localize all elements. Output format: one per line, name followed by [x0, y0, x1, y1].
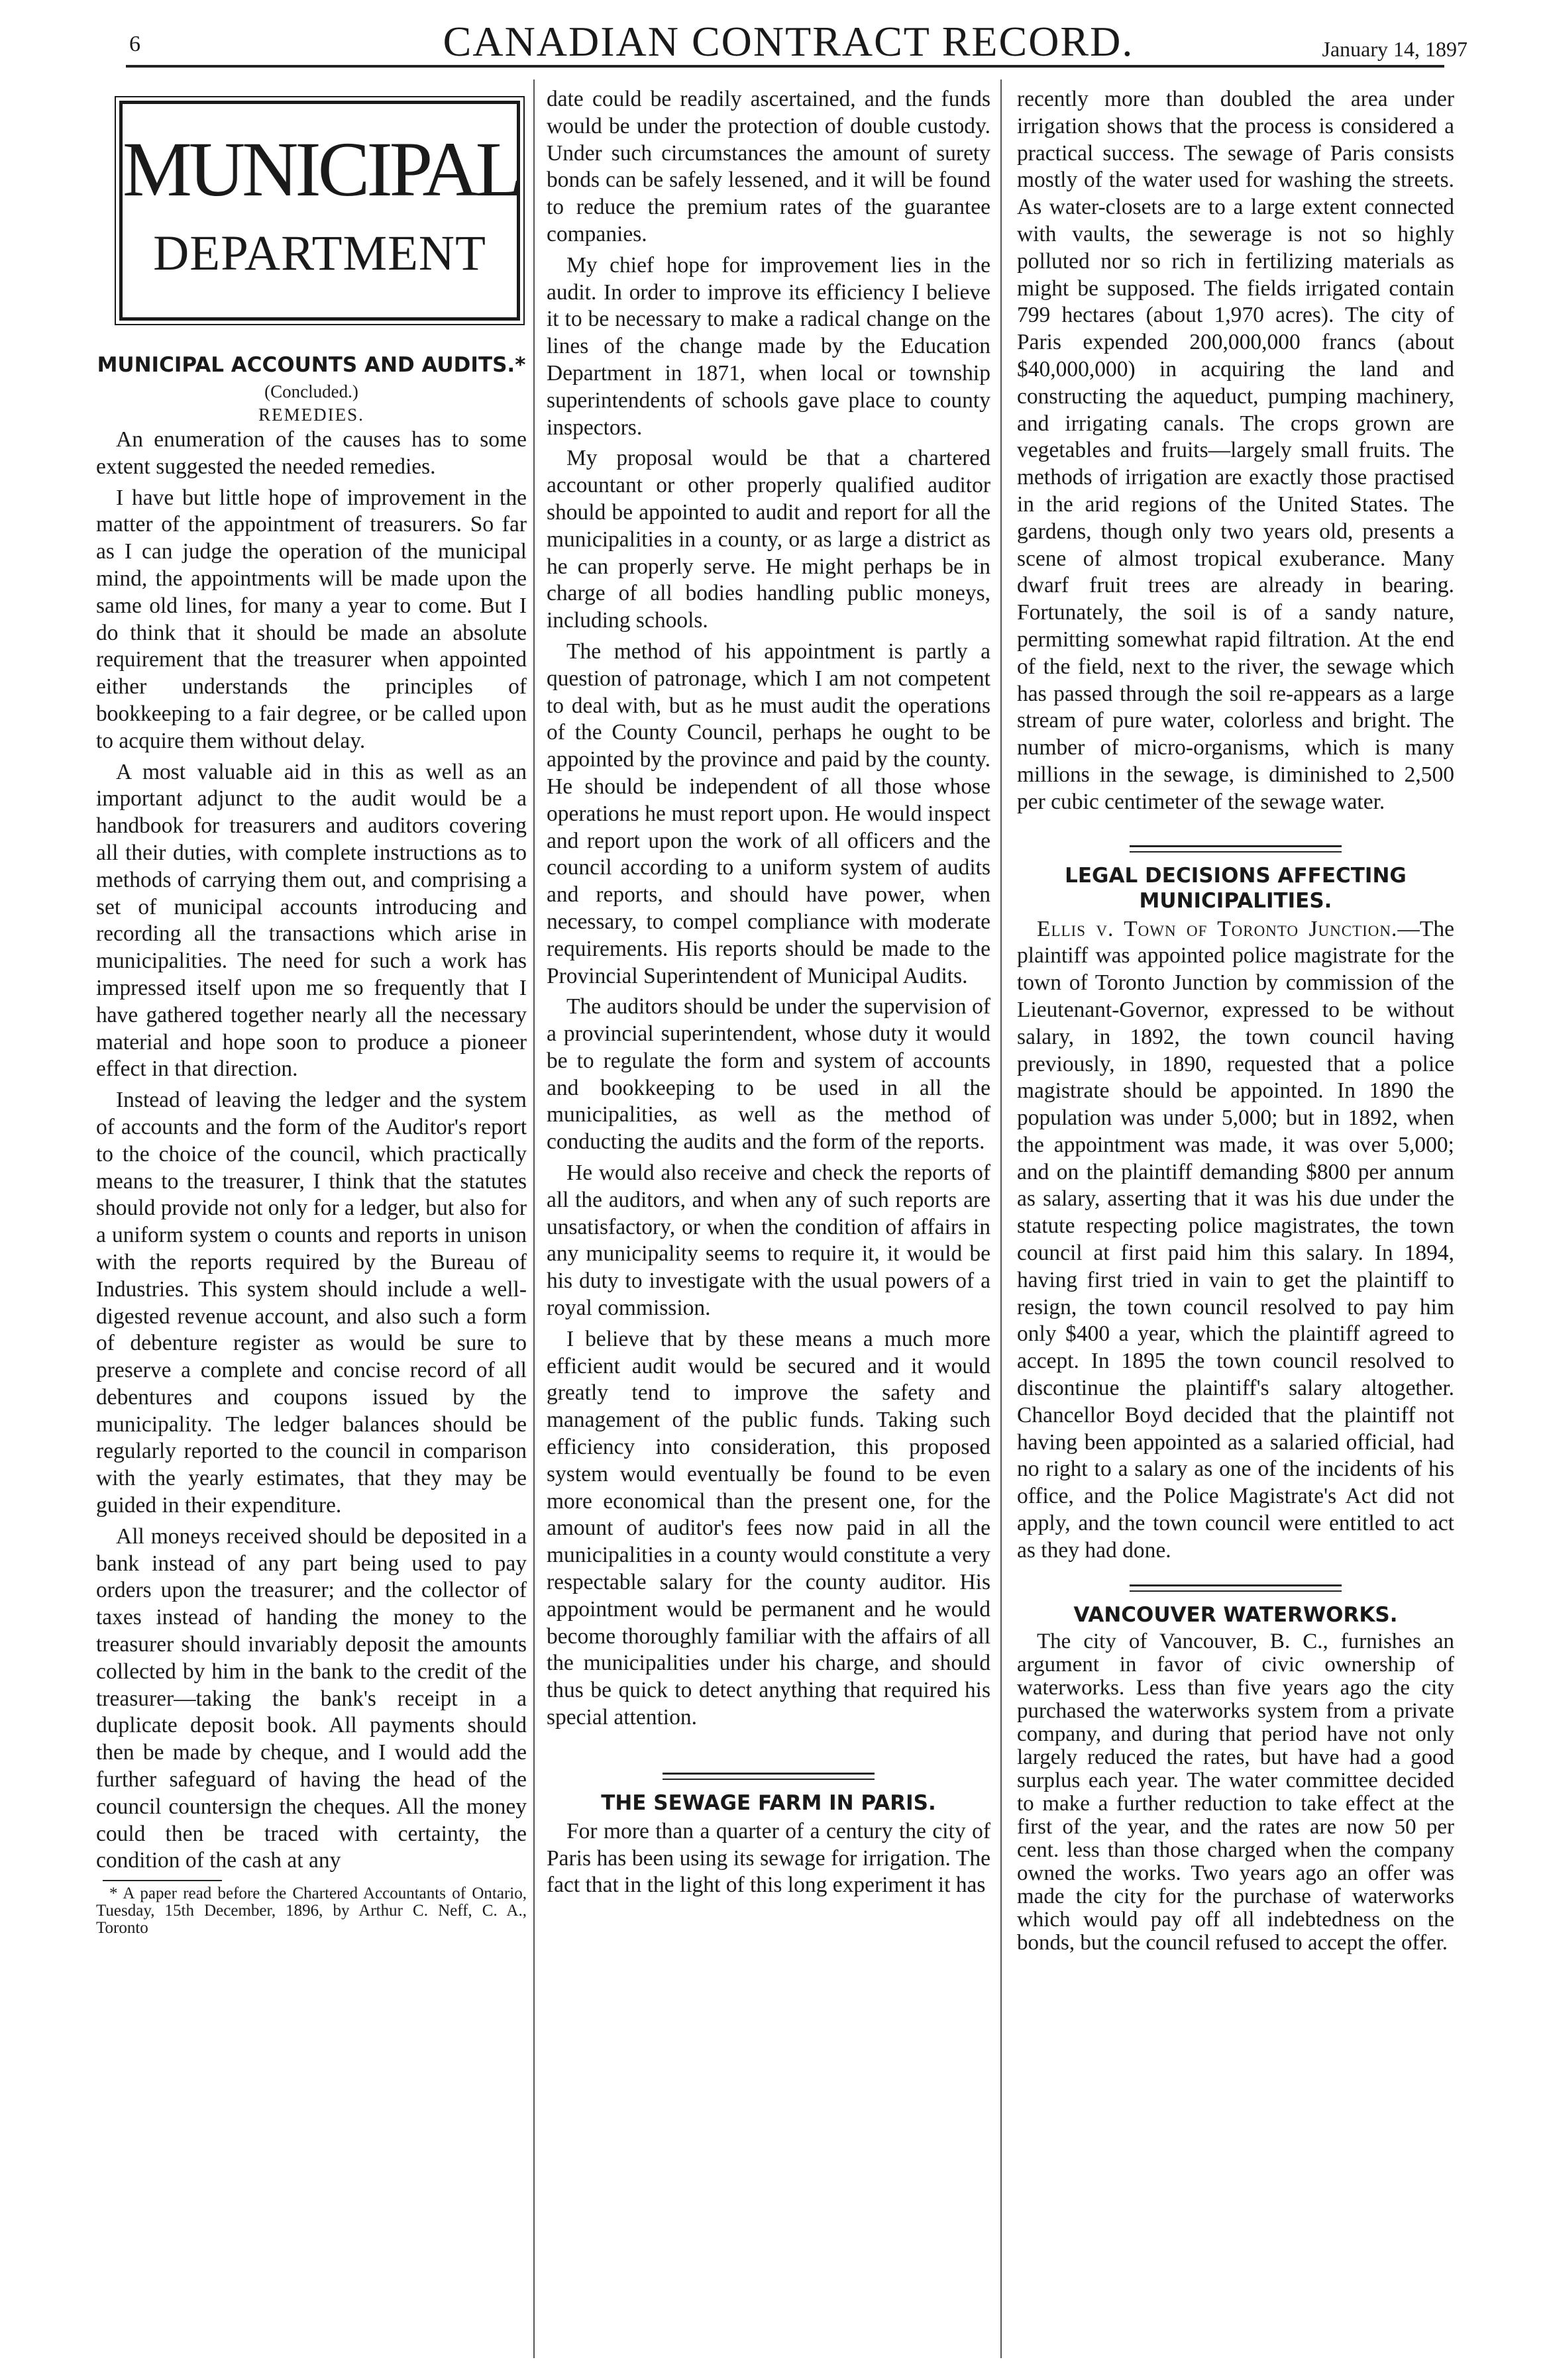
footnote: * A paper read before the Chartered Accountants of Ontario, Tuesday, 15th December, 1896, by Arthur C. Neff, C. A., Toronto [96, 1885, 527, 1938]
paragraph: recently more than doubled the area under irrigation shows that the process is considered a practical success. The sewage of Paris consists mostly of the water used for washing the streets. As water-closets are to a large extent connected with vaults, the sewerage is not so highly polluted nor so rich in fertilizing materials as might be supposed. The fields irrigated contain 799 hectares (about 1,970 acres). The city of Paris expended 200,000,000 francs (about $40,000,000) in acquiring the land and constructing the aqueduct, pumping machinery, and irrigating canals. The crops grown are vegetables and fruits—largely small fruits. The methods of irrigation are exactly those practised in the arid regions of the United States. The gardens, though only two years old, presents a scene of almost tropical exuberance. Many dwarf fruit trees are already in bearing. Fortunately, the soil is of a sandy nature, permitting somewhat rapid filtration. At the end of the field, next to the river, the sewage which has passed through the soil re-appears as a large stream of pure water, colorless and bright. The number of micro-organisms, which is many millions in the sewage, is diminished to 2,500 per cubic centimeter of the sewage water. [1017, 87, 1454, 814]
paragraph: My chief hope for improvement lies in the audit. In order to improve its efficiency I believe it to be necessary to make a radical change on the lines of the change made by the Education Department in 1871, when local or township superintendents of schools gave place to county inspectors. [547, 252, 990, 440]
department-title-line1: MUNICIPAL [123, 126, 520, 213]
paragraph: The auditors should be under the supervision of a provincial superintendent, whose duty it would be to regulate the form and system of accounts and bookkeeping to be used in all the municipalities, as well as the method of conducting the audits and the form of the reports. [547, 994, 990, 1155]
column-divider [533, 79, 535, 2358]
case-title: Ellis v. Town of Toronto Junction. [1037, 916, 1398, 941]
paragraph: An enumeration of the causes has to some extent suggested the needed remedies. [96, 427, 527, 479]
paragraph: I believe that by these means a much more efficient audit would be secured and it would greatly tend to improve the safety and management of the public funds. Taking such efficiency into consideration, this proposed system would eventually be found to be even more economical than the present one, for the amount of auditor's fees now paid in all the municipalities in a county would constitute a very respectable salary for the county auditor. His appointment would be permanent and he would become thoroughly familiar with the affairs of all the municipalities under his charge, and should thus be quick to detect anything that required his special attention. [547, 1326, 990, 1730]
municipal-department-box [119, 101, 520, 321]
paragraph: A most valuable aid in this as well as an important adjunct to the audit would be a handbook for treasurers and auditors covering all their duties, with complete instructions as to methods of carrying them out, and comprising a set of municipal accounts introducing and recording all the transactions which arise in municipalities. The need for such a work has impressed itself upon me so frequently that I have gathered together nearly all the necessary material and hope soon to produce a pioneer effect in that direction. [96, 759, 527, 1082]
paragraph: I have but little hope of improvement in the matter of the appointment of treasurers. So far as I can judge the operation of the municipal mind, the appointments will be made upon the same old lines, for many a year to come. But I do think that it should be made an absolute requirement that the treasurer when appointed either understands the principles of bookkeeping to a fair degree, or be called upon to acquire them without delay. [96, 485, 527, 753]
column-1 [96, 86, 527, 2365]
paragraph: Instead of leaving the ledger and the system of accounts and the form of the Auditor's report to the choice of the council, which practically means to the treasurer, I think that the statutes should provide not only for a ledger, but also for a uniform system o counts and reports in unison with the reports required by the Bureau of Industries. This system should include a well-digested revenue account, and also such a form of debenture register as would be sure to preserve a complete and concise record of all debentures and coupons issued by the municipality. The ledger balances should be regularly reported to the council in comparison with the yearly estimates, that they may be guided in their expenditure. [96, 1088, 527, 1518]
department-title-line2: DEPARTMENT [153, 226, 486, 281]
paragraph: The city of Vancouver, B. C., furnishes an argument in favor of civic ownership of waterworks. Less than five years ago the city purchased the waterworks system from a private company, and during that period have not only largely reduced the rates, but have had a good surplus each year. The water committee decided to make a further reduction to take effect at the first of the year, and the rates are now 50 per cent. less than those charged when the company owned the works. Two years ago an offer was made the city for the purchase of waterworks which would pay off all indebtedness on the bonds, but the council refused to accept the offer. [1017, 1629, 1454, 1955]
article-heading-legal: LEGAL DECISIONS AFFECTING MUNICIPALITIES. [1065, 863, 1407, 913]
masthead [109, 13, 1467, 73]
column-3 [1017, 86, 1454, 2365]
column-2 [547, 86, 990, 2365]
article-heading-vancouver: VANCOUVER WATERWORKS. [1073, 1602, 1398, 1627]
section-divider [1130, 1584, 1342, 1592]
publication-title: CANADIAN CONTRACT RECORD. [443, 18, 1134, 65]
case-text: —The plaintiff was appointed police magistrate for the town of Toronto Junction by commission of the Lieutenant-Governor, expressed to be without salary, in 1892, the town council having previously, in 1890, requested that a police magistrate should be appointed. In 1890 the population was under 5,000; but in 1892, when the appointment was made, it was over 5,000; and on the plaintiff demanding $800 per annum as salary, asserting that it was his due under the statute respecting police magistrates, the town council at first paid him this salary. In 1894, having first tried in vain to get the plaintiff to resign, the town council resolved to pay him only $400 a year, which the plaintiff agreed to accept. In 1895 the town council resolved to discontinue the plaintiff's salary altogether. Chancellor Boyd decided that the plaintiff not having been appointed as a salaried official, had no right to a salary as one of the incidents of his office, and the Police Magistrate's Act did not apply, and the town council were entitled to act as they had done. [1017, 916, 1454, 1563]
footnote-rule [103, 1880, 222, 1881]
concluded-note: (Concluded.) [264, 382, 358, 401]
section-divider [1130, 845, 1342, 853]
section-divider [663, 1773, 875, 1780]
paragraph: He would also receive and check the reports of all the auditors, and when any of such reports are unsatisfactory, or when the condition of affairs in any municipality seems to require it, it would be his duty to investigate with the usual powers of a royal commission. [547, 1161, 990, 1321]
masthead-rule [126, 65, 1444, 68]
paragraph: date could be readily ascertained, and the funds would be under the protection of double custody. Under such circumstances the amount of surety bonds can be safely lessened, and it will be found to reduce the premium rates of the guarantee companies. [547, 87, 990, 246]
paragraph: The method of his appointment is partly a question of patronage, which I am not competent to deal with, but as he must audit the operations of the County Council, perhaps he ought to be appointed by the province and paid by the county. He should be independent of all those whose operations he must report upon. He would inspect and report upon the work of all officers and the council according to a uniform system of audits and reports, and should have power, when necessary, to compel compliance with moderate requirements. His reports should be made to the Provincial Superintendent of Municipal Audits. [547, 639, 990, 988]
column-divider [1000, 79, 1002, 2358]
paragraph: My proposal would be that a chartered accountant or other properly qualified auditor should be appointed to audit and report for all the municipalities in a county, or as large a district as he can properly serve. He might perhaps be in charge of all bodies handling public moneys, including schools. [547, 446, 990, 633]
issue-date: January 14, 1897 [1322, 37, 1467, 61]
article-heading-sewage: THE SEWAGE FARM IN PARIS. [601, 1790, 936, 1815]
legal-case-paragraph [1017, 916, 1454, 1565]
page-number: 6 [129, 32, 140, 56]
paragraph: For more than a quarter of a century the city of Paris has been using its sewage for irrigation. The fact that in the light of this long experiment it has [547, 1818, 990, 1898]
remedies-subhead: REMEDIES. [258, 405, 364, 425]
paragraph: All moneys received should be deposited in a bank instead of any part being used to pay orders upon the treasurer; and the collector of taxes instead of handing the money to the treasurer should invariably deposit the amounts collected by him in the bank to the credit of the treasurer—taking the bank's receipt in a duplicate deposit book. All payments should then be made by cheque, and I would add the further safeguard of having the head of the council countersign the cheques. All the money could then be traced with certainty, the condition of the cash at any [96, 1524, 527, 1873]
article-heading-accounts: MUNICIPAL ACCOUNTS AND AUDITS.* [97, 353, 526, 377]
